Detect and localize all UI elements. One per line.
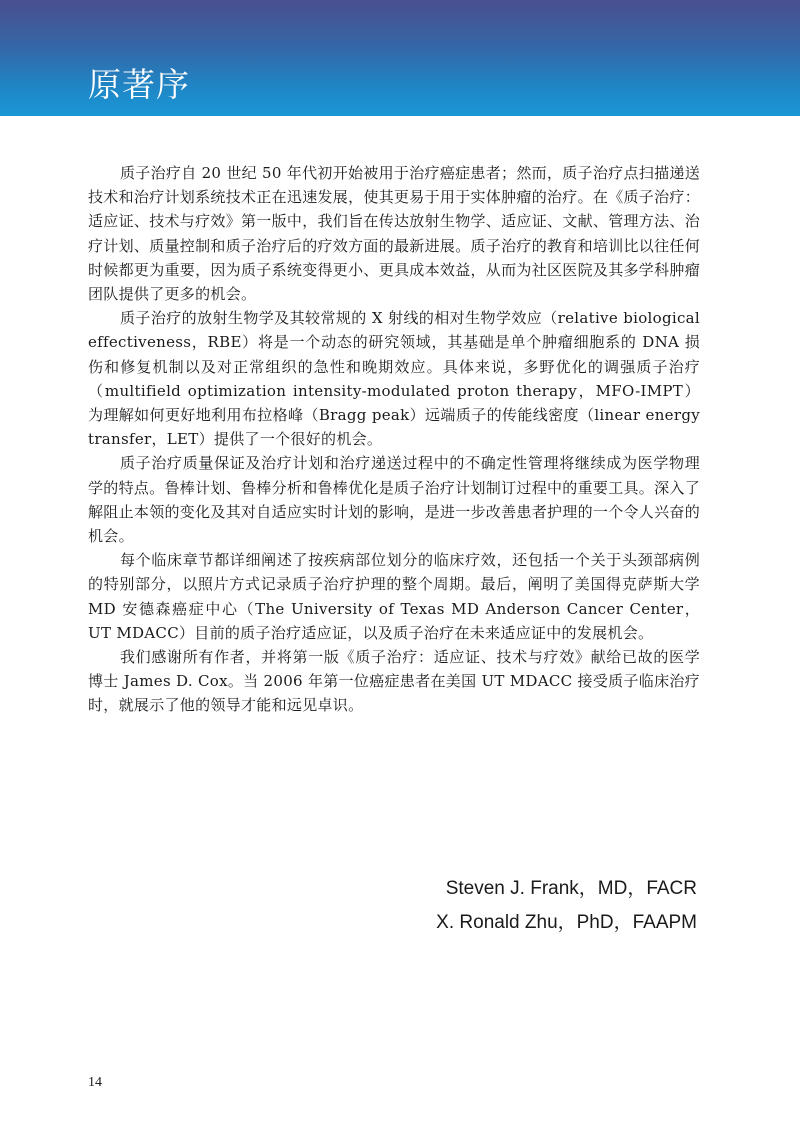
- author-signatures: [436, 872, 697, 940]
- page-title: 原著序: [88, 65, 190, 104]
- header-band: [0, 0, 800, 116]
- paragraph: 质子治疗的放射生物学及其较常规的 X 射线的相对生物学效应（relative biological effectiveness，RBE）将是一个动态的研究领域，其基础是单个肿瘤细胞系的 DNA 损伤和修复机制以及对正常组织的急性和晚期效应。具体来说，多野优化的调强质子治疗（multifield optimization intensity-modulated proton therapy，MFO-IMPT）为理解如何更好地利用布拉格峰（Bragg peak）远端质子的传能线密度（linear energy transfer，LET）提供了一个很好的机会。: [88, 309, 700, 449]
- paragraph: 质子治疗自 20 世纪 50 年代初开始被用于治疗癌症患者；然而，质子治疗点扫描递送技术和治疗计划系统技术正在迅速发展，使其更易于用于实体肿瘤的治疗。在《质子治疗：适应证、技术与疗效》第一版中，我们旨在传达放射生物学、适应证、文献、管理方法、治疗计划、质量控制和质子治疗后的疗效方面的最新进展。质子治疗的教育和培训比以往任何时候都更为重要，因为质子系统变得更小、更具成本效益，从而为社区医院及其多学科肿瘤团队提供了更多的机会。: [88, 164, 701, 304]
- preface-body: [88, 161, 700, 718]
- paragraph: 质子治疗质量保证及治疗计划和治疗递送过程中的不确定性管理将继续成为医学物理学的特点。鲁棒计划、鲁棒分析和鲁棒优化是质子治疗计划制订过程中的重要工具。深入了解阻止本领的变化及其对自适应实时计划的影响，是进一步改善患者护理的一个令人兴奋的机会。: [88, 454, 701, 546]
- author-name: X. Ronald Zhu，PhD，FAAPM: [436, 912, 697, 933]
- paragraph: 每个临床章节都详细阐述了按疾病部位划分的临床疗效，还包括一个关于头颈部病例的特别部分，以照片方式记录质子治疗护理的整个周期。最后，阐明了美国得克萨斯大学 MD 安德森癌症中心（The University of Texas MD Anderson Cancer Center，UT MDACC）目前的质子治疗适应证，以及质子治疗在未来适应证中的发展机会。: [88, 551, 700, 642]
- author-name: Steven J. Frank，MD，FACR: [445, 878, 697, 899]
- page-number: 14: [88, 1075, 102, 1090]
- paragraph: 我们感谢所有作者，并将第一版《质子治疗：适应证、技术与疗效》献给已故的医学博士 James D. Cox。当 2006 年第一位癌症患者在美国 UT MDACC 接受质子临床治疗时，就展示了他的领导才能和远见卓识。: [88, 648, 700, 715]
